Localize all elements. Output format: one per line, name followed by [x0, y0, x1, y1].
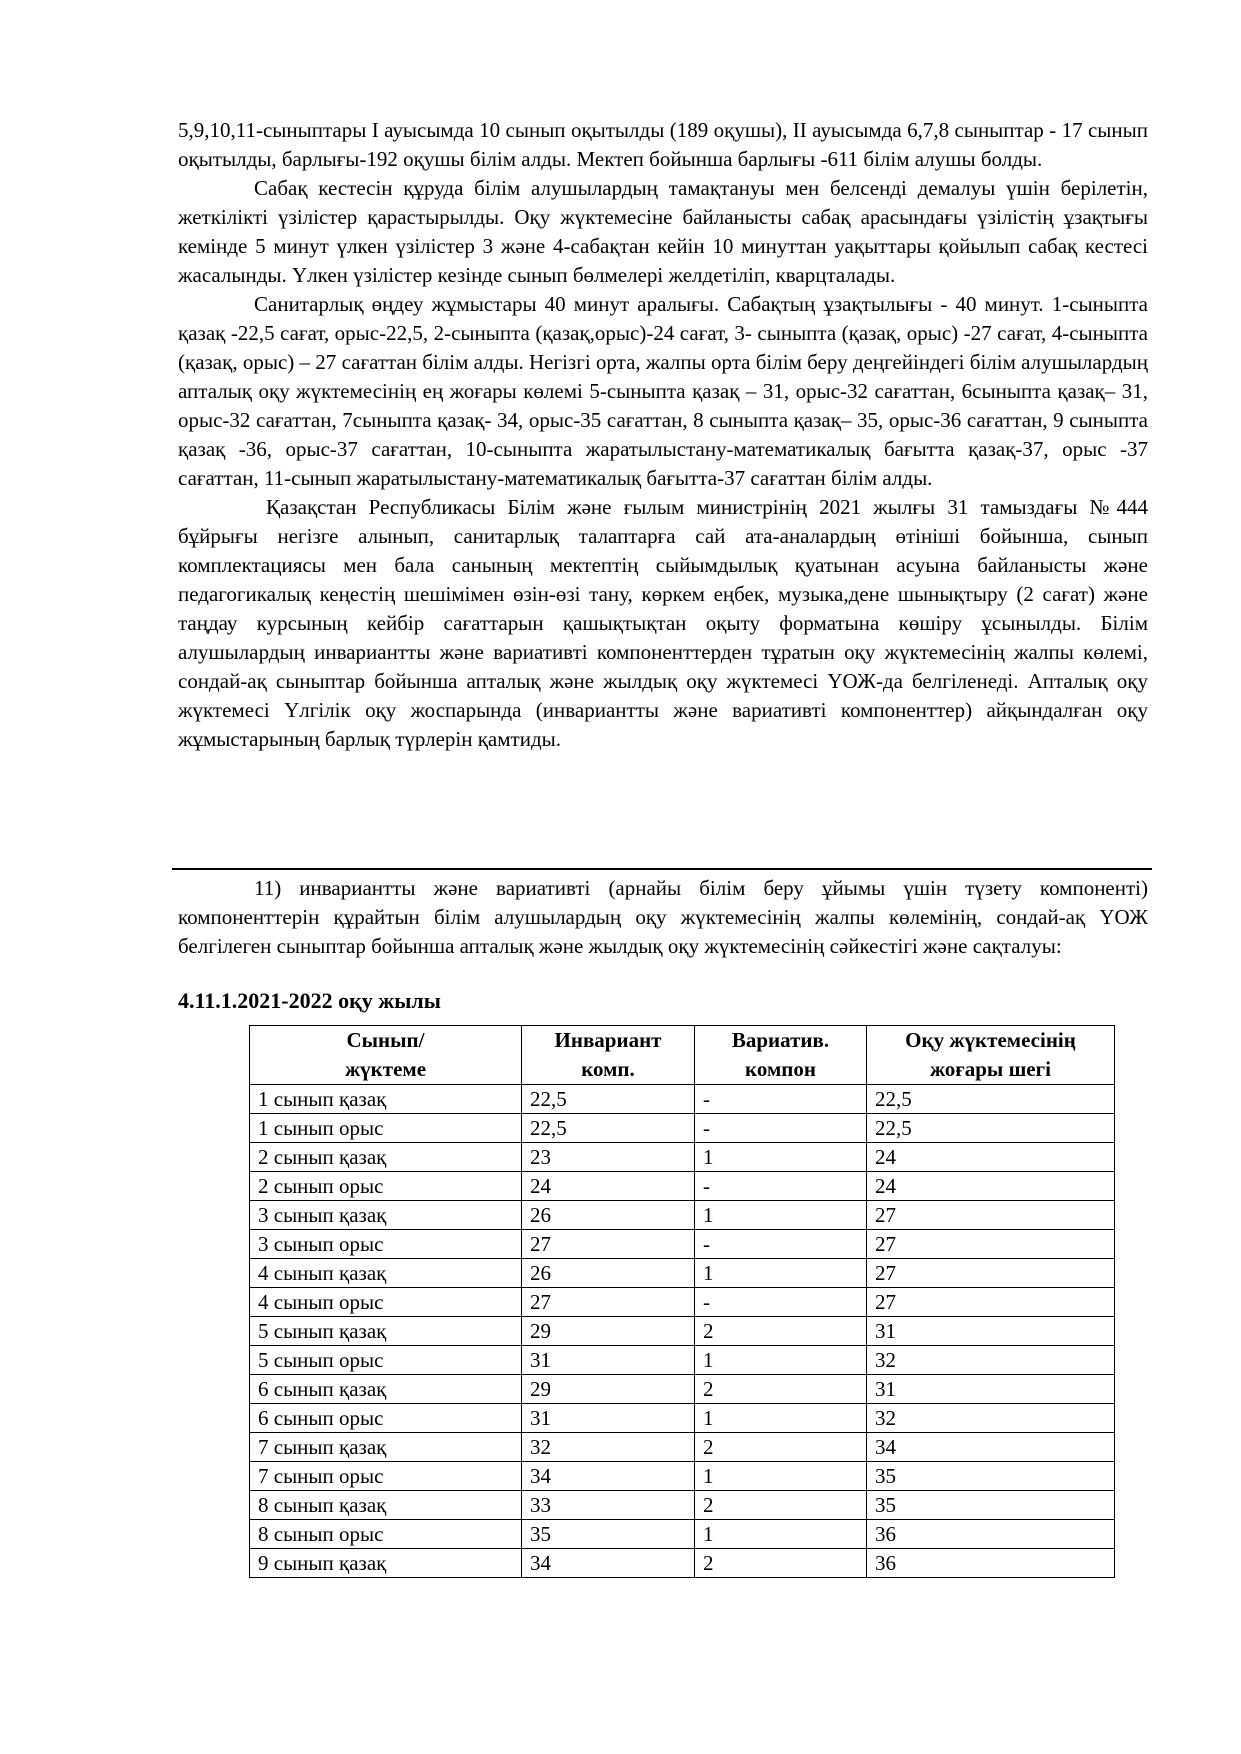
table-cell: 24 — [867, 1143, 1115, 1172]
table-row — [250, 1201, 1115, 1230]
table-row — [250, 1172, 1115, 1201]
table-cell: 6 сынып қазақ — [250, 1375, 522, 1404]
table-row — [250, 1520, 1115, 1549]
table-cell: 2 — [695, 1549, 867, 1578]
table-cell: 2 сынып қазақ — [250, 1143, 522, 1172]
table-cell: 2 — [695, 1317, 867, 1346]
table-cell: 4 сынып қазақ — [250, 1259, 522, 1288]
table-cell: 1 — [695, 1143, 867, 1172]
table-row — [250, 1143, 1115, 1172]
paragraph: Санитарлық өңдеу жұмыстары 40 минут аралығы. Сабақтың ұзақтылығы - 40 минут. 1-сыныпта қазақ -22,5 сағат, орыс-22,5, 2-сыныпта (қазақ,орыс)-24 сағат, 3- сыныпта (қазақ, орыс) -27 сағат, 4-сыныпта (қазақ, орыс) – 27 сағаттан білім алды. Негізгі орта, жалпы орта білім беру деңгейіндегі білім алушылардың апталық оқу жүктемесінің ең жоғары көлемі 5-сыныпта қазақ – 31, орыс-32 сағаттан, 6сыныпта қазақ– 31, орыс-32 сағаттан, 7сыныпта қазақ- 34, орыс-35 сағаттан, 8 сыныпта қазақ– 35, орыс-36 сағаттан, 9 сыныпта қазақ -36, орыс-37 сағаттан, 10-сыныпта жаратылыстану-математикалық бағытта қазақ-37, орыс -37 сағаттан, 11-сынып жаратылыстану-математикалық бағытта-37 сағаттан білім алды. — [178, 292, 1148, 490]
table-cell: 22,5 — [522, 1085, 695, 1114]
paragraph: Қазақстан Республикасы Білім және ғылым министрінің 2021 жылғы 31 тамыздағы №444 бұйрығы негізге алынып, санитарлық талаптарға сай ата-аналардың өтініші бойынша, сынып комплектациясы мен бала санының мектептің сыйымдылық қуатынан асуына байланысты және педагогикалық кеңестің шешімімен өзін-өзі тану, көркем еңбек, музыка,дене шынықтыру (2 сағат) және таңдау курсының кейбір сағаттарын қашықтықтан оқыту форматына көшіру ұсынылды. Білім алушылардың инвариантты және вариативті компоненттерден тұратын оқу жүктемесінің жалпы көлемі, сондай-ақ сыныптар бойынша апталық және жылдық оқу жүктемесі ҮОЖ-да белгіленеді. Апталық оқу жүктемесі Үлгілік оқу жоспарында (инвариантты және вариативті компоненттер) айқындалған оқу жұмыстарының барлық түрлерін қамтиды. — [178, 495, 1148, 751]
column-header: Вариатив. компон — [695, 1026, 867, 1085]
table-cell: 27 — [522, 1230, 695, 1259]
table-cell: 2 — [695, 1491, 867, 1520]
table-cell: 33 — [522, 1491, 695, 1520]
table-cell: 24 — [522, 1172, 695, 1201]
table-row — [250, 1288, 1115, 1317]
table-cell: 27 — [867, 1259, 1115, 1288]
table-cell: 7 сынып орыс — [250, 1462, 522, 1491]
table-cell: 26 — [522, 1259, 695, 1288]
column-header: Сынып/ жүктеме — [250, 1026, 522, 1085]
table-cell: - — [695, 1288, 867, 1317]
table-cell: - — [695, 1230, 867, 1259]
table-cell: 35 — [867, 1491, 1115, 1520]
table-cell: 24 — [867, 1172, 1115, 1201]
table-cell: 8 сынып орыс — [250, 1520, 522, 1549]
table-row — [250, 1404, 1115, 1433]
table-cell: 26 — [522, 1201, 695, 1230]
table-cell: 32 — [867, 1404, 1115, 1433]
table-cell: 2 — [695, 1433, 867, 1462]
table-cell: 1 сынып орыс — [250, 1114, 522, 1143]
paragraph: 5,9,10,11-сыныптары I ауысымда 10 сынып оқытылды (189 оқушы), II ауысымда 6,7,8 сыныптар - 17 сынып оқытылды, барлығы-192 оқушы білім алды. Мектеп бойынша барлығы -611 білім алушы болды. — [178, 118, 1148, 171]
table-cell: 1 — [695, 1520, 867, 1549]
table-row — [250, 1085, 1115, 1114]
table-cell: 29 — [522, 1317, 695, 1346]
table-cell: 27 — [522, 1288, 695, 1317]
table-row — [250, 1230, 1115, 1259]
table-cell: 32 — [867, 1346, 1115, 1375]
table-cell: 22,5 — [867, 1085, 1115, 1114]
table-cell: 23 — [522, 1143, 695, 1172]
table-cell: 9 сынып қазақ — [250, 1549, 522, 1578]
table-row — [250, 1549, 1115, 1578]
table-cell: 22,5 — [522, 1114, 695, 1143]
table-cell: 29 — [522, 1375, 695, 1404]
table-cell: - — [695, 1172, 867, 1201]
paragraph: 11) инвариантты және вариативті (арнайы білім беру ұйымы үшін түзету компоненті) компоненттерін құрайтын білім алушылардың оқу жүктемесінің жалпы көлемінің, сондай-ақ ҮОЖ белгілеген сыныптар бойынша апталық және жылдық оқу жүктемесінің сәйкестігі және сақталуы: — [178, 876, 1148, 958]
table-row — [250, 1114, 1115, 1143]
table-header-row — [250, 1026, 1115, 1085]
table-row — [250, 1433, 1115, 1462]
table-cell: 31 — [867, 1317, 1115, 1346]
table-cell: 1 — [695, 1404, 867, 1433]
table-cell: 5 сынып қазақ — [250, 1317, 522, 1346]
table-cell: 8 сынып қазақ — [250, 1491, 522, 1520]
table-row — [250, 1259, 1115, 1288]
table-cell: 22,5 — [867, 1114, 1115, 1143]
table-cell: 27 — [867, 1288, 1115, 1317]
table-cell: 7 сынып қазақ — [250, 1433, 522, 1462]
table-cell: 1 — [695, 1346, 867, 1375]
table-cell: 2 — [695, 1375, 867, 1404]
horizontal-divider — [172, 868, 1152, 870]
column-header: Инвариант комп. — [522, 1026, 695, 1085]
load-table — [249, 1025, 1115, 1578]
table-cell: 36 — [867, 1549, 1115, 1578]
table-cell: 35 — [522, 1520, 695, 1549]
table-cell: 34 — [522, 1462, 695, 1491]
table-cell: 34 — [522, 1549, 695, 1578]
table-row — [250, 1375, 1115, 1404]
table-cell: 31 — [522, 1404, 695, 1433]
table-cell: 35 — [867, 1462, 1115, 1491]
table-cell: 5 сынып орыс — [250, 1346, 522, 1375]
table-row — [250, 1317, 1115, 1346]
table-row — [250, 1346, 1115, 1375]
table-cell: 4 сынып орыс — [250, 1288, 522, 1317]
body-text-top — [178, 116, 1148, 754]
table-cell: 31 — [867, 1375, 1115, 1404]
table-row — [250, 1491, 1115, 1520]
table-row — [250, 1462, 1115, 1491]
table-cell: 31 — [522, 1346, 695, 1375]
table-cell: - — [695, 1114, 867, 1143]
table-cell: 36 — [867, 1520, 1115, 1549]
paragraph: Сабақ кестесін құруда білім алушылардың тамақтануы мен белсенді демалуы үшін берілетін, жеткілікті үзілістер қарастырылды. Оқу жүктемесіне байланысты сабақ арасындағы үзілістің ұзақтығы кемінде 5 минут үлкен үзілістер 3 және 4-сабақтан кейін 10 минуттан уақыттары қойылып сабақ кестесі жасалынды. Үлкен үзілістер кезінде сынып бөлмелері желдетіліп, кварцталады. — [178, 176, 1148, 287]
table-cell: 27 — [867, 1230, 1115, 1259]
table-cell: 27 — [867, 1201, 1115, 1230]
table-cell: 1 сынып қазақ — [250, 1085, 522, 1114]
table-cell: 32 — [522, 1433, 695, 1462]
column-header: Оқу жүктемесінің жоғары шегі — [867, 1026, 1115, 1085]
table-cell: 3 сынып қазақ — [250, 1201, 522, 1230]
table-cell: 1 — [695, 1462, 867, 1491]
table-cell: 1 — [695, 1201, 867, 1230]
table-cell: - — [695, 1085, 867, 1114]
section-heading: 4.11.1.2021-2022 оқу жылы — [178, 988, 441, 1013]
body-text-bottom — [178, 874, 1148, 961]
table-cell: 2 сынып орыс — [250, 1172, 522, 1201]
table-cell: 6 сынып орыс — [250, 1404, 522, 1433]
table-body — [250, 1085, 1115, 1578]
table-cell: 3 сынып орыс — [250, 1230, 522, 1259]
table-cell: 1 — [695, 1259, 867, 1288]
table-cell: 34 — [867, 1433, 1115, 1462]
